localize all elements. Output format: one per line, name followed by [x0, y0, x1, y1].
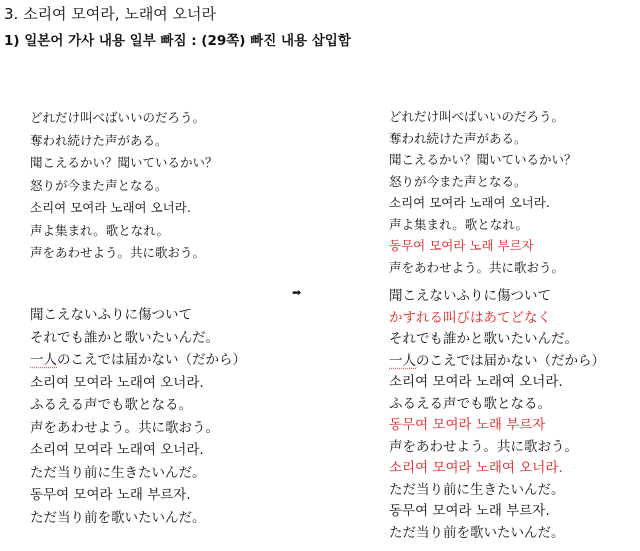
right-lyrics-block-1 [389, 111, 639, 281]
lyric-line: 声よ集まれ。歌となれ。 [389, 216, 529, 232]
lyric-line: 聞こえるかい？聞いているかい？ [389, 152, 577, 167]
lyric-line: 声をあわせよう。共に歌おう。 [30, 419, 219, 436]
lyric-line: ただ当り前を歌いたいんだ。 [389, 524, 565, 541]
lyric-line: どれだけ叫べばいいのだろう。 [30, 110, 206, 125]
left-lyrics-block-2 [30, 309, 290, 534]
lyric-line: ただ当り前に生きたいんだ。 [389, 481, 565, 498]
lyric-line: 소리여 모여라 노래여 오너라. [389, 374, 563, 390]
lyric-line: 소리여 모여라 노래여 오너라. [30, 200, 191, 215]
lyric-line: 声をあわせよう。共に歌おう。 [389, 259, 565, 275]
lyric-line: 소리여 모여라 노래여 오너라. [30, 374, 204, 391]
lyric-line: ただ当り前を歌いたいんだ。 [30, 509, 206, 526]
lyric-line: 소리여 모여라 노래여 오너라. [389, 195, 550, 210]
lyric-line: 声よ集まれ。歌となれ。 [30, 222, 170, 238]
lyric-line: どれだけ叫べばいいのだろう。 [389, 109, 565, 124]
section-subheading: 1) 일본어 가사 내용 일부 빠짐 : (29쪽) 빠진 내용 삽입함 [4, 33, 351, 49]
lyric-line: 동무여 모여라 노래 부르자. [30, 487, 191, 503]
lyric-line: 怒りが今また声となる。 [30, 177, 168, 193]
lyric-line: 동무여 모여라 노래 부르자 [389, 238, 534, 253]
lyric-line: 동무여 모여라 노래 부르자 [389, 417, 546, 433]
lyric-line: かすれる叫びはあてどなく [389, 309, 551, 326]
lyric-line: 声をあわせよう。共に歌おう。 [389, 438, 578, 455]
lyric-line: 聞こえるかい？聞いているかい？ [30, 155, 218, 170]
lyric-line: ふるえる声でも歌となる。 [389, 395, 551, 412]
lyric-line: 소리여 모여라 노래여 오너라. [30, 442, 204, 458]
lyric-line: 怒りが今また声となる。 [389, 173, 527, 189]
lyric-line: 奪われ続けた声がある。 [30, 132, 168, 148]
lyric-line: それでも誰かと歌いたいんだ。 [389, 331, 578, 347]
lyric-line: ただ当り前に生きたいんだ。 [30, 464, 206, 481]
lyric-line: 声をあわせよう。共に歌おう。 [30, 245, 206, 260]
lyric-line: 聞こえないふりに傷ついて [30, 307, 192, 323]
lyric-line: 소리여 모여라 노래여 오너라. [389, 460, 563, 476]
lyric-line: 奪われ続けた声がある。 [389, 130, 527, 146]
right-arrow-icon: ➡ [292, 286, 302, 299]
lyric-line: 一人のこえでは届かない（だから） [389, 352, 605, 369]
lyric-line: 聞こえないふりに傷ついて [389, 288, 551, 304]
left-lyrics-block-1 [30, 112, 290, 262]
lyric-line: それでも誰かと歌いたいんだ。 [30, 329, 219, 346]
right-lyrics-block-2 [389, 290, 639, 545]
lyric-line: ふるえる声でも歌となる。 [30, 397, 192, 413]
lyric-line: 一人のこえでは届かない（だから） [30, 352, 246, 368]
section-heading: 3. 소리여 모여라, 노래여 오너라 [4, 5, 217, 23]
lyric-line: 동무여 모여라 노래 부르자. [389, 503, 550, 519]
